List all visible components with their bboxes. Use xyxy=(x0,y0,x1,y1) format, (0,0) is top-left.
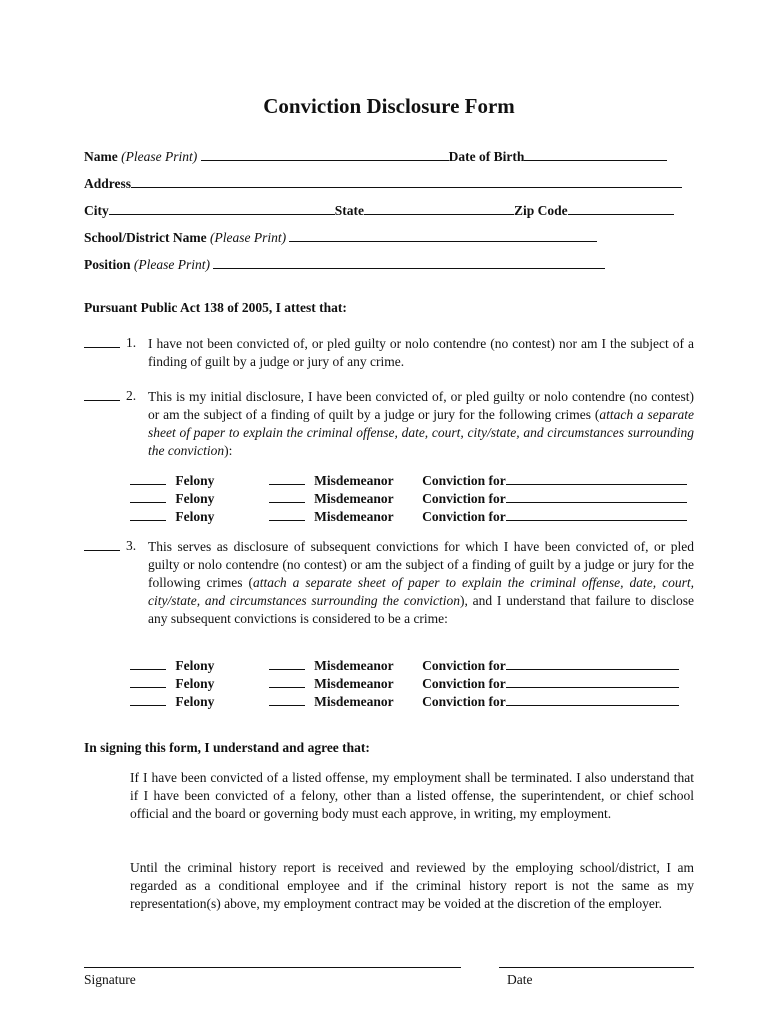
position-row xyxy=(84,256,605,273)
misdemeanor-checkline[interactable] xyxy=(269,509,305,521)
crime-row xyxy=(130,693,679,710)
crime-row xyxy=(130,490,687,507)
school-row xyxy=(84,229,597,246)
position-label: Position xyxy=(84,257,131,272)
position-hint: (Please Print) xyxy=(133,257,210,272)
address-row xyxy=(84,175,682,192)
item2-number: 2. xyxy=(126,388,137,403)
item2-text: This is my initial disclosure, I have been convicted of, or pled guilty or nolo contendre (no contest) or am the subject of a finding of quilt by a judge or jury for the following crimes (attach a separate sheet of paper to explain the criminal offense, date, court, city/state, and circumstances surrounding the conviction): xyxy=(148,389,694,458)
felony-label: Felony xyxy=(175,676,215,691)
date-label: Date xyxy=(507,972,533,987)
felony-checkline[interactable] xyxy=(130,509,166,521)
misdemeanor-label: Misdemeanor xyxy=(314,491,394,506)
signature-line[interactable] xyxy=(84,967,461,968)
felony-label: Felony xyxy=(175,491,215,506)
item3-number: 3. xyxy=(126,538,137,553)
item1-number: 1. xyxy=(126,335,137,350)
misdemeanor-label: Misdemeanor xyxy=(314,694,394,709)
name-row xyxy=(84,148,667,165)
felony-checkline[interactable] xyxy=(130,491,166,503)
felony-checkline[interactable] xyxy=(130,473,166,485)
conviction-for-field[interactable] xyxy=(506,675,679,688)
dob-label: Date of Birth xyxy=(448,149,525,164)
misdemeanor-label: Misdemeanor xyxy=(314,658,394,673)
conviction-for-label: Conviction for xyxy=(422,658,506,673)
conviction-for-label: Conviction for xyxy=(422,676,506,691)
city-field[interactable] xyxy=(109,202,335,215)
agreement-paragraph-2: Until the criminal history report is received and reviewed by the employing school/district, I am regarded as a conditional employee and if the criminal history report is not the same as my representation(s) above, my employment contract may be voided at the discretion of the employer. xyxy=(130,860,694,911)
agreement-paragraph-1: If I have been convicted of a listed offense, my employment shall be terminated. I also understand that if I have been convicted of a felony, other than a listed offense, the superintendent, or chief school official and the board or governing body must each approve, in writing, my employment. xyxy=(130,770,694,821)
address-field[interactable] xyxy=(131,175,682,188)
name-field[interactable] xyxy=(201,148,449,161)
conviction-for-label: Conviction for xyxy=(422,509,506,524)
zip-label: Zip Code xyxy=(514,203,568,218)
conviction-for-field[interactable] xyxy=(506,508,687,521)
page-title: Conviction Disclosure Form xyxy=(263,94,515,118)
misdemeanor-label: Misdemeanor xyxy=(314,509,394,524)
crime-row xyxy=(130,472,687,489)
item1-text: I have not been convicted of, or pled guilty or nolo contendre (no contest) nor am I the subject of a finding of guilt by a judge or jury of any crime. xyxy=(148,336,694,369)
crime-row xyxy=(130,657,679,674)
misdemeanor-checkline[interactable] xyxy=(269,694,305,706)
crime-row xyxy=(130,675,679,692)
dob-field[interactable] xyxy=(524,148,667,161)
school-hint: (Please Print) xyxy=(209,230,287,245)
signing-heading: In signing this form, I understand and agree that: xyxy=(84,740,370,755)
felony-label: Felony xyxy=(175,473,215,488)
item3-text: This serves as disclosure of subsequent convictions for which I have been convicted of, or pled guilty or nolo contendre (no contest) or am the subject of a finding of guilt by a judge or jury for the following crimes (attach a separate sheet of paper to explain the criminal offense, date, court, city/state, and circumstances surrounding the conviction), and I understand that failure to disclose any subsequent convictions is considered to be a crime: xyxy=(148,539,694,626)
misdemeanor-checkline[interactable] xyxy=(269,491,305,503)
school-label: School/District Name xyxy=(84,230,207,245)
felony-checkline[interactable] xyxy=(130,658,166,670)
conviction-for-label: Conviction for xyxy=(422,694,506,709)
conviction-for-field[interactable] xyxy=(506,693,679,706)
address-label: Address xyxy=(84,176,132,191)
misdemeanor-label: Misdemeanor xyxy=(314,676,394,691)
misdemeanor-label: Misdemeanor xyxy=(314,473,394,488)
conviction-for-label: Conviction for xyxy=(422,473,506,488)
school-field[interactable] xyxy=(289,229,597,242)
zip-field[interactable] xyxy=(568,202,674,215)
item2-checkline[interactable] xyxy=(84,389,120,401)
state-field[interactable] xyxy=(364,202,514,215)
name-label: Name xyxy=(84,149,118,164)
conviction-for-label: Conviction for xyxy=(422,491,506,506)
attest-heading: Pursuant Public Act 138 of 2005, I attest that: xyxy=(84,300,347,315)
name-hint: (Please Print) xyxy=(121,149,198,164)
date-line[interactable] xyxy=(499,967,694,968)
conviction-for-field[interactable] xyxy=(506,472,687,485)
item1-checkline[interactable] xyxy=(84,336,120,348)
misdemeanor-checkline[interactable] xyxy=(269,676,305,688)
felony-label: Felony xyxy=(175,658,215,673)
item3-checkline[interactable] xyxy=(84,539,120,551)
felony-label: Felony xyxy=(175,694,215,709)
city-row xyxy=(84,202,674,219)
conviction-for-field[interactable] xyxy=(506,490,687,503)
misdemeanor-checkline[interactable] xyxy=(269,473,305,485)
crime-row xyxy=(130,508,687,525)
position-field[interactable] xyxy=(213,256,605,269)
felony-checkline[interactable] xyxy=(130,694,166,706)
signature-label: Signature xyxy=(84,972,136,987)
conviction-for-field[interactable] xyxy=(506,657,679,670)
misdemeanor-checkline[interactable] xyxy=(269,658,305,670)
city-label: City xyxy=(84,203,109,218)
state-label: State xyxy=(334,203,364,218)
felony-checkline[interactable] xyxy=(130,676,166,688)
felony-label: Felony xyxy=(175,509,215,524)
